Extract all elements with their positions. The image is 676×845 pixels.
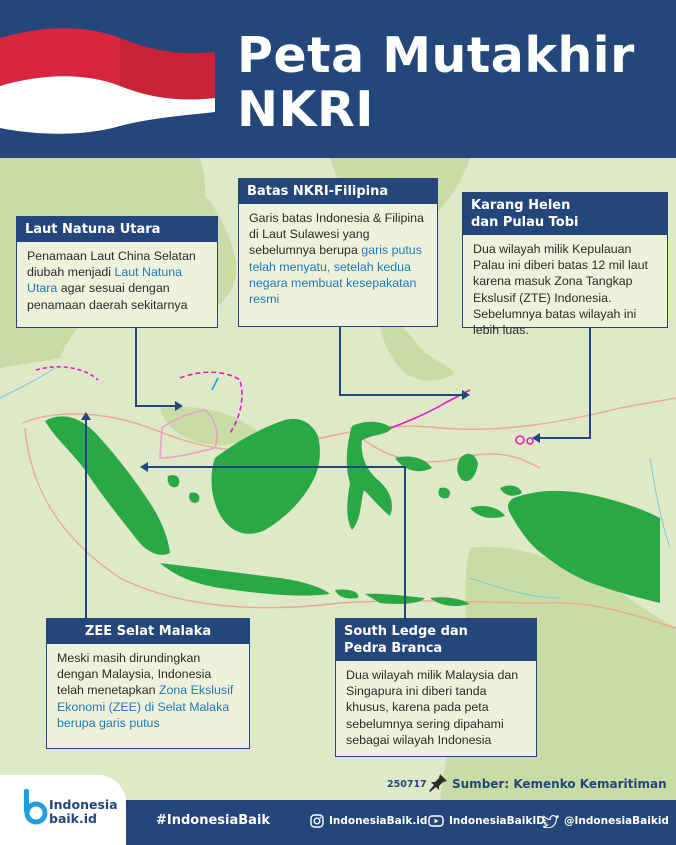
source-code: 250717 <box>387 779 427 790</box>
box-title: ZEE Selat Malaka <box>47 619 249 644</box>
youtube-icon <box>428 815 444 827</box>
connector-southledge <box>148 467 405 618</box>
page-title-line1: Peta Mutakhir <box>237 27 635 84</box>
box-laut-natuna-utara <box>16 216 218 328</box>
twitter-icon <box>543 815 559 828</box>
box-text-part: Garis batas Indonesia & Filipina di Laut Sulawesi yang sebelumnya berupa <box>249 211 424 258</box>
connector-natuna <box>136 328 175 406</box>
logo-text-line1: Indonesia <box>49 797 118 812</box>
connector-filipina <box>340 327 462 395</box>
box-title <box>336 619 536 661</box>
box-title-line: Pedra Branca <box>344 641 443 656</box>
box-text <box>47 644 249 739</box>
box-karang-helen <box>462 192 668 338</box>
box-title <box>463 193 667 235</box>
box-text: Dua wilayah milik Kepulauan Palau ini diberi batas 12 mil laut karena masuk Zona Tangkap Ekslusif (ZTE) Indonesia. Sebelumnya batas wilayah ini lebih luas. <box>473 242 648 338</box>
box-zee-selat-malaka <box>46 618 250 749</box>
box-title: Batas NKRI-Filipina <box>239 179 437 204</box>
box-text-highlight: Zona Ekslusif Ekonomi (ZEE) di Selat Malaka berupa garis putus <box>57 683 234 730</box>
source-label: Sumber: Kemenko Kemaritiman <box>452 777 667 791</box>
box-title-line: Karang Helen <box>471 198 571 213</box>
instagram-handle[interactable]: IndonesiaBaik.id <box>329 815 428 827</box>
box-title-line: dan Pulau Tobi <box>471 215 579 230</box>
hashtag: #IndonesiaBaik <box>156 813 271 828</box>
box-text-part: agar sesuai dengan penamaan daerah sekitarnya <box>27 281 188 312</box>
box-text: Dua wilayah milik Malaysia dan Singapura ini diberi tanda khusus, karena pada peta sebelumnya sering dipahami sebagai wilayah Indonesia <box>346 668 519 747</box>
box-text-highlight: Laut Natuna Utara <box>27 265 183 296</box>
box-text-highlight: garis putus telah menyatu, setelah kedua negara membuat kesepakatan resmi <box>249 243 422 307</box>
box-south-ledge <box>335 618 537 757</box>
twitter-handle[interactable]: @IndonesiaBaikid <box>564 815 669 827</box>
instagram-icon <box>310 814 324 828</box>
box-title-line: South Ledge dan <box>344 624 468 639</box>
box-text-part: Meski masih dirundingkan dengan Malaysia, Indonesia telah menetapkan <box>57 651 212 698</box>
pin-icon <box>428 773 448 793</box>
page-title-line2: NKRI <box>237 81 374 138</box>
logo-text-line2: baik.id <box>49 811 97 826</box>
youtube-handle[interactable]: IndonesiaBaikID <box>449 815 545 827</box>
indonesiabaik-logo-icon <box>22 787 48 827</box>
box-text-part: Penamaan Laut China Selatan diubah menjadi <box>27 249 196 280</box>
box-title: Laut Natuna Utara <box>17 217 217 242</box>
box-batas-nkri-filipina <box>238 178 438 327</box>
box-text <box>17 242 217 321</box>
box-text <box>239 204 437 315</box>
